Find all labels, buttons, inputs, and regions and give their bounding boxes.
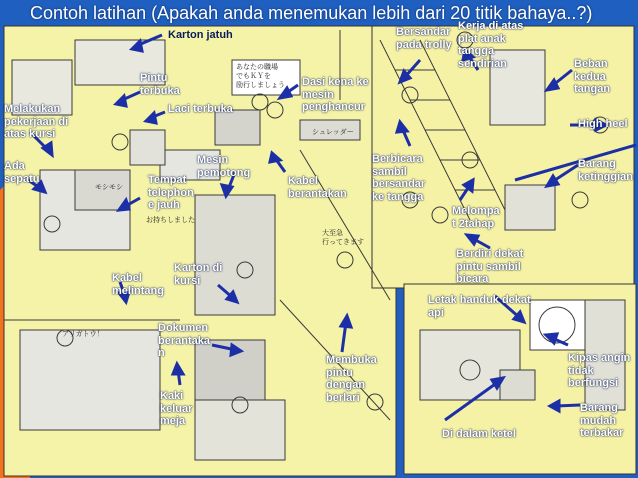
label-kerja-di-atas: Kerja di atas plat anak tangga sendirian (458, 20, 524, 70)
label-ada-sepatu: Ada sepatu (4, 160, 40, 185)
page-title: Contoh latihan (Apakah anda menemukan lebih dari 20 titik bahaya..?) (30, 3, 593, 23)
label-barang-terbakar: Barang mudah terbakar (580, 402, 624, 439)
shredder-text: シュレッダー (312, 128, 354, 136)
label-kaki-keluar-meja: Kaki keluar meja (160, 390, 193, 427)
label-berbicara-sambil: Berbicara sambil bersandar ke tangga (372, 153, 426, 203)
moshimoshi-text: モシモシ (95, 183, 123, 191)
arigatou-text: アリガトウ！ (62, 330, 104, 338)
label-karton-jatuh: Karton jatuh (168, 29, 233, 41)
label-berdiri-dekat-pintu: Berdiri dekat pintu sambil bicara (456, 248, 524, 285)
label-bersandar-trolly: Bersandar pada trolly (396, 26, 452, 51)
label-pintu-terbuka: Pintu terbuka (140, 72, 180, 97)
label-high-heel: High heel (578, 118, 628, 130)
dashboard-text: 大至急 行ってきます (322, 229, 364, 246)
label-letak-handuk: Letak handuk dekat api (428, 294, 531, 319)
label-kipas-angin: Kipas angin tidak berfungsi (568, 352, 631, 389)
label-di-dalam-ketel: Di dalam ketel (442, 428, 516, 440)
label-tempat-telephone: Tempat telephon e jauh (148, 174, 194, 211)
label-dokumen-berantakan: Dokumen berantaka n (158, 322, 210, 359)
omochi-text: お持ちしました (146, 216, 195, 224)
label-barang-ketinggian: Barang ketinggian (578, 158, 634, 183)
label-kabel-berantakan: Kabel berantakan (288, 175, 347, 200)
label-mesin-pemotong: Mesin pemotong (197, 154, 251, 179)
label-dasi-kena: Dasi kena ke mesin penghancur (302, 76, 369, 113)
label-kabel-melintang: Kabel melintang (112, 272, 164, 297)
label-laci-terbuka: Laci terbuka (168, 103, 233, 115)
label-melompat-2-tahap: Melompa t 2tahap (452, 205, 500, 230)
label-beban-kedua-tangan: Beban kedua tangan (574, 58, 611, 95)
label-karton-di-kursi: Karton di kursi (174, 262, 223, 287)
label-melakukan-pekerjaan: Melakukan pekerjaan di atas kursi (4, 103, 69, 140)
sign-board-text: あなたの職場 でもＫＹを 励行しましょう (236, 63, 285, 89)
label-membuka-pintu: Membuka pintu dengan berlari (326, 354, 377, 404)
